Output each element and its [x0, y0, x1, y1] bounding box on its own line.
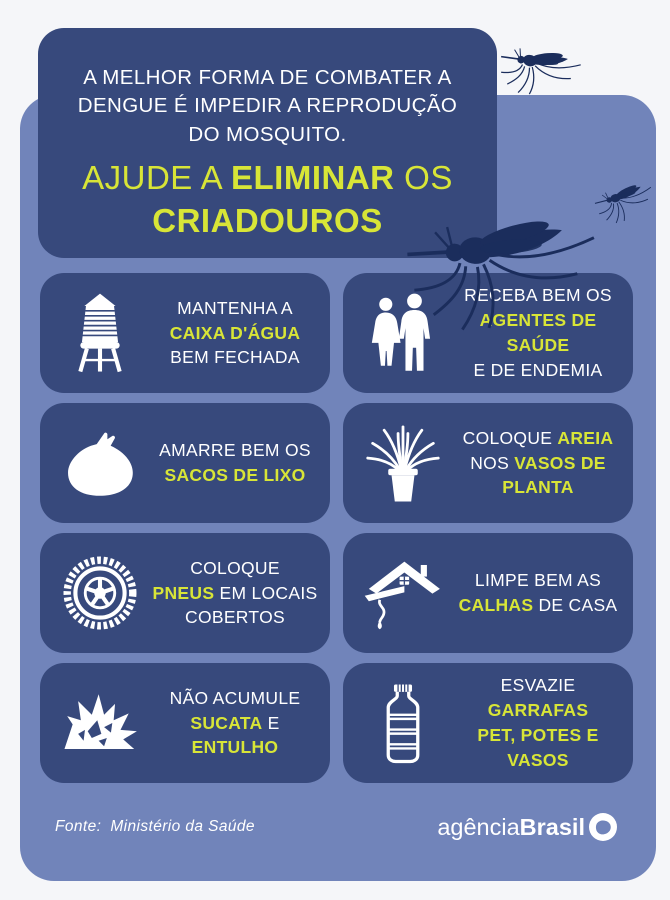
highlight-text: SACOS DE LIXO — [164, 465, 306, 485]
plain-text: BEM FECHADA — [170, 347, 300, 368]
logo-text-bold: Brasil — [519, 813, 585, 840]
card-line — [152, 463, 318, 488]
highlight-text: SUCATA — [190, 712, 263, 733]
tip-text — [455, 568, 633, 618]
card-line — [455, 723, 621, 773]
junk-pile-icon — [40, 676, 152, 770]
plain-text: EM LOCAIS — [214, 582, 318, 603]
tip-card — [40, 663, 330, 783]
tip-text — [152, 438, 330, 488]
pet-bottle-icon — [343, 676, 455, 770]
water-tank-icon — [40, 286, 152, 380]
cta-segment: AJUDE A — [82, 158, 232, 196]
header-intro — [48, 64, 487, 149]
highlight-text: VASOS DE — [514, 452, 606, 473]
card-line — [455, 426, 621, 451]
highlight-text: CALHAS — [458, 595, 534, 615]
tip-card — [40, 403, 330, 523]
cta-segment: ELIMINAR — [231, 158, 395, 196]
cta-segment: OS — [394, 158, 453, 196]
card-line — [152, 581, 318, 606]
plain-text: DE CASA — [533, 595, 618, 615]
card-line — [152, 556, 318, 581]
cta-segment: CRIADOUROS — [152, 201, 383, 239]
plant-pot-icon — [343, 416, 455, 510]
tip-card — [343, 403, 633, 523]
plain-text: COLOQUE — [190, 557, 280, 578]
plain-text: NÃO ACUMULE — [169, 687, 301, 708]
plain-text: E — [262, 712, 280, 733]
card-line — [152, 686, 318, 711]
plain-text: NOS — [470, 452, 515, 473]
plain-text: LIMPE BEM AS — [474, 570, 602, 591]
tip-text — [152, 296, 330, 371]
plain-text: E DE ENDEMIA — [473, 359, 603, 380]
plain-text: COBERTOS — [185, 607, 285, 628]
card-line — [455, 673, 621, 723]
tip-text — [152, 556, 330, 631]
card-line — [455, 451, 621, 476]
tip-card — [40, 533, 330, 653]
plain-text: RECEBA BEM OS — [464, 285, 612, 306]
tip-card — [343, 663, 633, 783]
card-line — [455, 475, 621, 500]
agencia-brasil-logo-icon — [588, 812, 618, 842]
trash-bag-icon — [40, 416, 152, 510]
intro-line: DENGUE É IMPEDIR A REPRODUÇÃO — [77, 94, 458, 118]
highlight-text: AGENTES DE SAÚDE — [479, 310, 597, 355]
plain-text: MANTENHA A — [177, 297, 293, 318]
logo-text-regular: agência — [437, 813, 520, 840]
intro-line: DO MOSQUITO. — [188, 122, 347, 146]
card-line — [455, 358, 621, 383]
highlight-text: CAIXA D'ÁGUA — [169, 322, 301, 343]
roof-gutter-icon — [343, 546, 455, 640]
card-line — [455, 568, 621, 593]
plain-text: COLOQUE — [462, 427, 558, 448]
tip-card — [343, 533, 633, 653]
mosquito-icon — [400, 187, 613, 345]
tip-card — [40, 273, 330, 393]
intro-line: A MELHOR FORMA DE COMBATER A — [83, 66, 452, 89]
tire-icon — [40, 546, 152, 640]
card-line — [152, 711, 318, 761]
highlight-text: AREIA — [557, 427, 614, 448]
highlight-text: ENTULHO — [191, 737, 279, 758]
card-line — [152, 321, 318, 346]
tip-text — [455, 426, 633, 501]
tips-grid — [40, 273, 633, 783]
card-line — [152, 345, 318, 370]
card-line — [152, 438, 318, 463]
highlight-text: PET, POTES E VASOS — [477, 725, 599, 770]
source-value: Ministério da Saúde — [110, 818, 255, 835]
plain-text: AMARRE BEM OS — [159, 440, 311, 461]
highlight-text: PNEUS — [152, 582, 215, 603]
plain-text: ESVAZIE — [500, 675, 576, 696]
source-label: Fonte: — [55, 818, 102, 835]
highlight-text: PLANTA — [502, 477, 574, 498]
card-line — [152, 296, 318, 321]
source-credit — [55, 818, 255, 836]
card-line — [152, 605, 318, 630]
agencia-brasil-logo — [437, 812, 618, 842]
tip-text — [152, 686, 330, 761]
card-line — [455, 593, 621, 618]
highlight-text: GARRAFAS — [487, 700, 589, 721]
tip-text — [455, 673, 633, 772]
